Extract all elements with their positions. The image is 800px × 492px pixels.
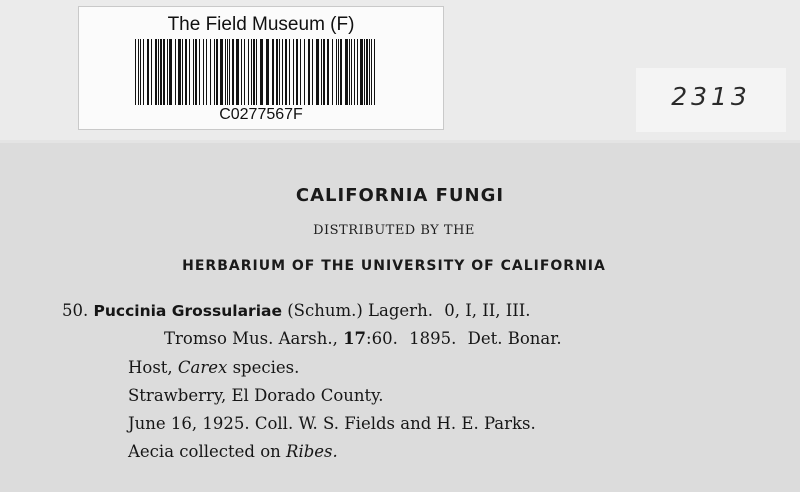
reference-page: :60.	[366, 329, 398, 348]
specimen-card	[0, 143, 800, 492]
barcode-bar	[220, 39, 223, 105]
reference-line	[164, 329, 562, 348]
barcode-bar	[289, 39, 290, 105]
barcode-bar	[374, 39, 375, 105]
barcode-bar	[236, 39, 239, 105]
barcode-bar	[193, 39, 194, 105]
barcode-bar	[163, 39, 165, 105]
barcode	[135, 39, 379, 105]
specimen-number: 50.	[62, 301, 89, 320]
barcode-bar	[256, 39, 257, 105]
barcode-bar	[369, 39, 370, 105]
barcode-bar	[300, 39, 301, 105]
accession-number: 2313	[671, 82, 751, 111]
barcode-bar	[345, 39, 348, 105]
barcode-bar	[206, 39, 207, 105]
barcode-bar	[316, 39, 319, 105]
barcode-bar	[232, 39, 234, 105]
barcode-bar	[272, 39, 274, 105]
barcode-bar	[199, 39, 200, 105]
barcode-bar	[366, 39, 368, 105]
determiner: Det. Bonar.	[467, 329, 562, 348]
distributed-by: DISTRIBUTED BY THE	[313, 223, 475, 238]
barcode-bar	[138, 39, 139, 105]
barcode-bar	[227, 39, 228, 105]
barcode-bar	[296, 39, 298, 105]
collection-line: June 16, 1925. Coll. W. S. Fields and H. E. Parks.	[128, 414, 536, 433]
barcode-bar	[155, 39, 157, 105]
barcode-bar	[210, 39, 211, 105]
barcode-bar	[147, 39, 149, 105]
accession-label	[636, 68, 786, 132]
barcode-bar	[323, 39, 325, 105]
reference-text: Tromso Mus. Aarsh.,	[164, 329, 338, 348]
reference-year: 1895.	[409, 329, 457, 348]
barcode-bar	[357, 39, 358, 105]
specimen-line	[62, 301, 531, 320]
locality-line: Strawberry, El Dorado County.	[128, 386, 384, 405]
barcode-bar	[332, 39, 333, 105]
barcode-bar	[169, 39, 172, 105]
barcode-bar	[244, 39, 245, 105]
barcode-bar	[282, 39, 283, 105]
barcode-bar	[285, 39, 287, 105]
barcode-bar	[266, 39, 269, 105]
barcode-bar	[340, 39, 342, 105]
barcode-bar	[203, 39, 204, 105]
barcode-bar	[371, 39, 372, 105]
barcode-bar	[360, 39, 363, 105]
barcode-bar	[216, 39, 218, 105]
barcode-bar	[195, 39, 197, 105]
barcode-number: C0277567F	[219, 106, 303, 123]
barcode-bar	[260, 39, 263, 105]
barcode-bar	[248, 39, 249, 105]
host-line	[128, 358, 299, 377]
barcode-bar	[175, 39, 176, 105]
barcode-bars	[135, 39, 379, 105]
barcode-label-title: The Field Museum (F)	[167, 14, 355, 35]
barcode-bar	[158, 39, 159, 105]
host-prefix: Host,	[128, 358, 173, 377]
barcode-bar	[308, 39, 310, 105]
host-suffix: species.	[232, 358, 300, 377]
barcode-bar	[336, 39, 337, 105]
spore-stages: 0, I, II, III.	[444, 301, 531, 320]
barcode-bar	[253, 39, 255, 105]
barcode-bar	[293, 39, 294, 105]
barcode-bar	[349, 39, 350, 105]
barcode-bar	[279, 39, 280, 105]
barcode-bar	[338, 39, 339, 105]
barcode-bar	[229, 39, 230, 105]
barcode-bar	[160, 39, 162, 105]
taxon-authority: (Schum.) Lagerh.	[287, 301, 433, 320]
barcode-bar	[167, 39, 168, 105]
taxon-name: Puccinia Grossulariae	[93, 302, 282, 320]
barcode-bar	[276, 39, 278, 105]
institution-name: HERBARIUM OF THE UNIVERSITY OF CALIFORNIA	[182, 258, 606, 274]
barcode-bar	[241, 39, 242, 105]
barcode-bar	[135, 39, 136, 105]
barcode-bar	[251, 39, 252, 105]
aecia-line	[128, 442, 338, 461]
barcode-bar	[312, 39, 313, 105]
aecia-prefix: Aecia collected on	[128, 442, 281, 461]
barcode-bar	[182, 39, 183, 105]
barcode-bar	[185, 39, 187, 105]
barcode-bar	[143, 39, 144, 105]
card-title: CALIFORNIA FUNGI	[295, 185, 505, 206]
barcode-bar	[364, 39, 365, 105]
aecia-host: Ribes.	[286, 442, 338, 461]
barcode-bar	[214, 39, 215, 105]
barcode-bar	[178, 39, 181, 105]
barcode-bar	[327, 39, 329, 105]
barcode-bar	[321, 39, 322, 105]
barcode-label	[78, 6, 444, 130]
barcode-bar	[304, 39, 305, 105]
barcode-bar	[351, 39, 352, 105]
barcode-bar	[140, 39, 141, 105]
barcode-bar	[151, 39, 152, 105]
barcode-bar	[225, 39, 226, 105]
reference-volume: 17	[343, 329, 367, 348]
host-taxon: Carex	[177, 358, 228, 377]
barcode-bar	[354, 39, 355, 105]
barcode-bar	[189, 39, 190, 105]
